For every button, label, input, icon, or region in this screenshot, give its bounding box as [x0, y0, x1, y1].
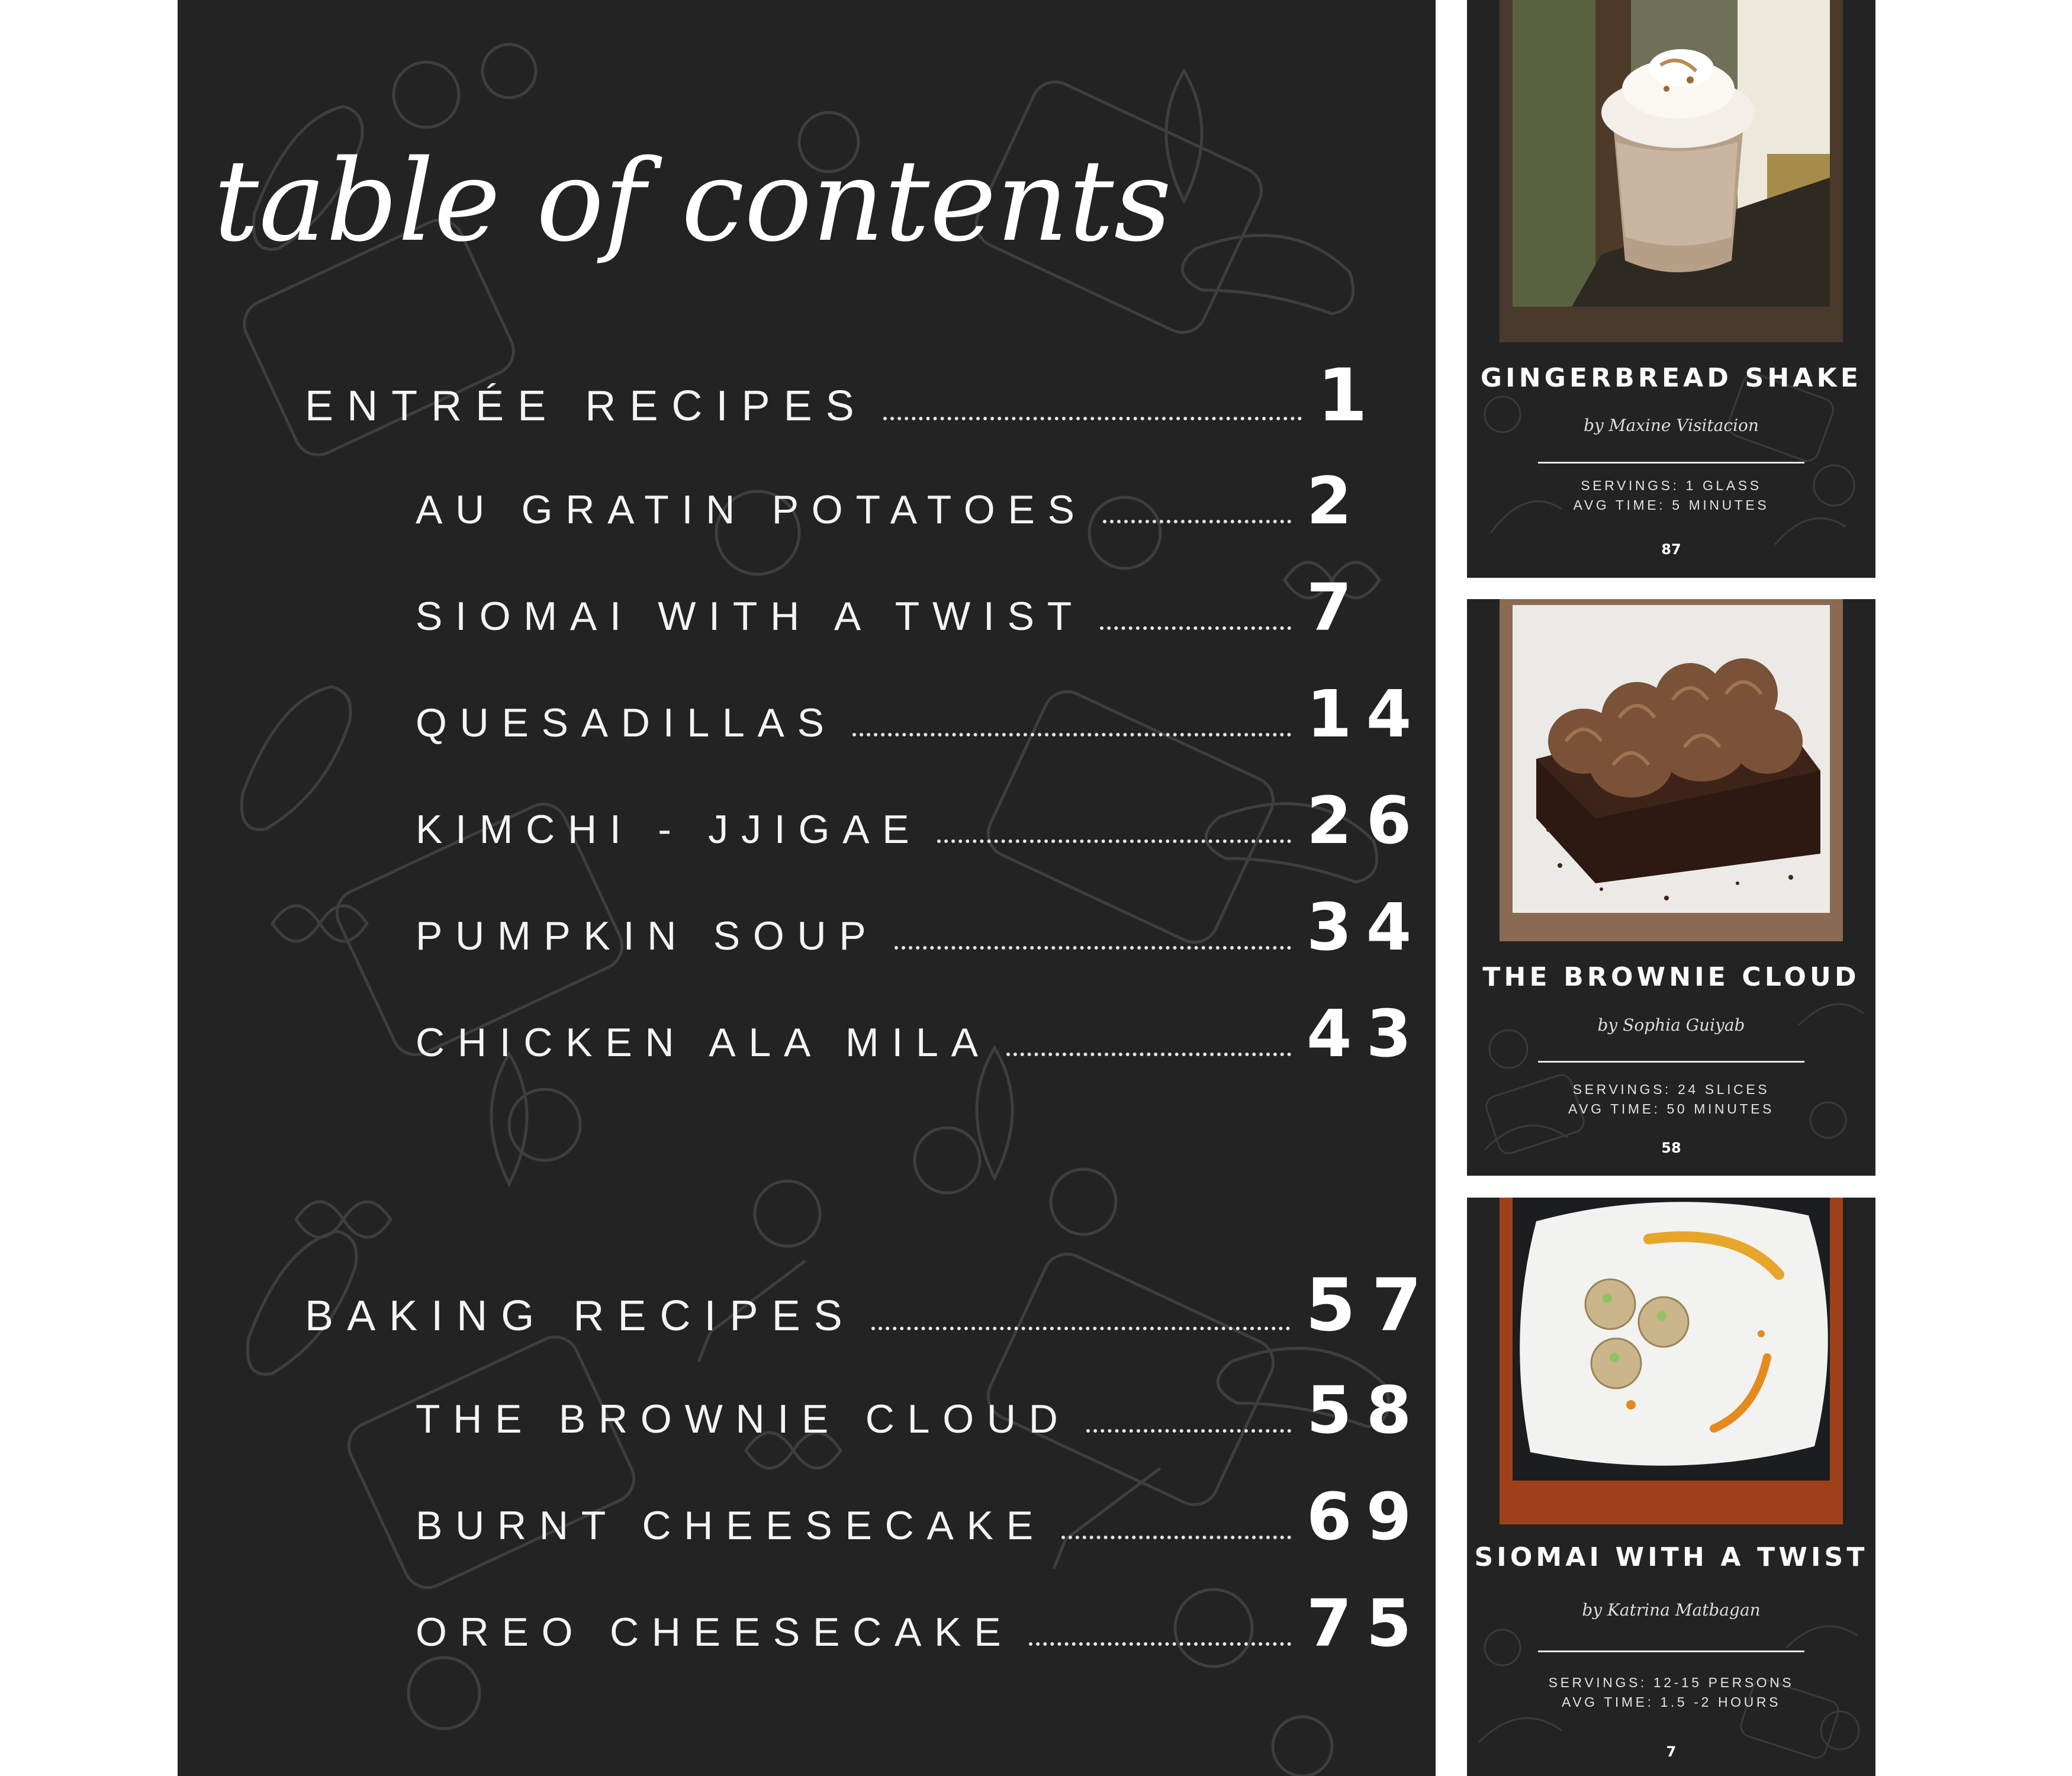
toc-item[interactable]: [416, 463, 1416, 539]
toc-item-label: THE BROWNIE CLOUD: [416, 1397, 1071, 1442]
toc-item[interactable]: [416, 996, 1426, 1072]
toc-page-number: 57: [1305, 1263, 1438, 1347]
toc-item[interactable]: [416, 570, 1416, 645]
recipe-card-brownie-cloud[interactable]: [1467, 599, 1875, 1176]
card-title: SIOMAI WITH A TWIST: [1474, 1542, 1868, 1572]
toc-leader-dots: [937, 839, 1291, 843]
recipe-card-siomai-with-a-twist[interactable]: [1467, 1198, 1875, 1776]
card-servings: SERVINGS: 1 GLASS: [1581, 478, 1762, 493]
toc-item-label: PUMPKIN SOUP: [416, 913, 879, 958]
toc-item-label: QUESADILLAS: [416, 700, 837, 745]
toc-title-text: table of contents: [213, 136, 1172, 266]
toc-leader-dots: [1103, 520, 1291, 523]
toc-section-baking[interactable]: [305, 1263, 1438, 1347]
toc-leader-dots: [871, 1327, 1290, 1330]
toc-page-number: 2: [1307, 463, 1366, 539]
toc-leader-dots: [1029, 1642, 1291, 1646]
toc-page-number: 58: [1307, 1372, 1426, 1448]
card-servings: SERVINGS: 12-15 PERSONS: [1548, 1675, 1794, 1690]
toc-leader-dots: [1086, 1429, 1291, 1433]
brownie-cloud-image: [1513, 605, 1830, 913]
toc-section-entree[interactable]: [305, 353, 1418, 437]
toc-leader-dots: [883, 417, 1302, 420]
toc-section-label: ENTRÉE RECIPES: [305, 382, 868, 430]
card-page-number: 7: [1666, 1743, 1677, 1760]
toc-item[interactable]: [416, 676, 1426, 752]
card-divider: [1538, 462, 1804, 464]
card-page-number: 87: [1661, 541, 1681, 558]
siomai-image: [1513, 1198, 1830, 1481]
toc-item[interactable]: [416, 1585, 1426, 1661]
card-author: by Maxine Visitacion: [1584, 416, 1759, 435]
toc-item[interactable]: [416, 1479, 1426, 1555]
card-author: by Katrina Matbagan: [1582, 1600, 1761, 1620]
toc-item-label: SIOMAI WITH A TWIST: [416, 594, 1085, 639]
toc-item-label: BURNT CHEESECAKE: [416, 1503, 1046, 1548]
photo-frame: [1500, 1198, 1843, 1524]
toc-page-number: 43: [1307, 996, 1426, 1072]
toc-page-number: 7: [1307, 570, 1366, 645]
toc-item-label: OREO CHEESECAKE: [416, 1610, 1014, 1655]
photo-frame: [1500, 0, 1843, 342]
toc-page-number: 69: [1307, 1479, 1426, 1555]
card-title: GINGERBREAD SHAKE: [1480, 363, 1862, 393]
toc-item[interactable]: [416, 783, 1426, 858]
toc-page-number: 26: [1307, 783, 1426, 858]
toc-title-svg: [213, 101, 1172, 337]
toc-leader-dots: [1006, 1053, 1291, 1056]
toc-page-number: 34: [1307, 889, 1426, 965]
toc-leader-dots: [852, 733, 1291, 736]
brownie-cloud-photo: [1513, 605, 1830, 913]
toc-leader-dots: [895, 946, 1291, 950]
card-avg-time: AVG TIME: 5 MINUTES: [1573, 497, 1769, 513]
toc-leader-dots: [1061, 1536, 1291, 1539]
siomai-photo: [1513, 1198, 1830, 1481]
toc-title: [213, 101, 1172, 337]
toc-page-number: 75: [1307, 1585, 1426, 1661]
gingerbread-shake-photo: [1513, 0, 1830, 307]
card-divider: [1538, 1061, 1804, 1063]
card-servings: SERVINGS: 24 SLICES: [1572, 1082, 1770, 1097]
toc-item-label: CHICKEN ALA MILA: [416, 1020, 991, 1065]
card-divider: [1538, 1650, 1804, 1652]
toc-page-number: 1: [1317, 353, 1384, 437]
toc-item[interactable]: [416, 1372, 1426, 1448]
card-page-number: 58: [1661, 1140, 1681, 1156]
toc-page-number: 14: [1307, 676, 1426, 752]
toc-section-label: BAKING RECIPES: [305, 1292, 856, 1340]
photo-frame: [1500, 599, 1843, 941]
toc-page: [178, 0, 1436, 1776]
toc-item-label: AU GRATIN POTATOES: [416, 487, 1088, 532]
toc-leader-dots: [1100, 626, 1291, 630]
card-author: by Sophia Guiyab: [1597, 1015, 1745, 1035]
gingerbread-shake-image: [1513, 0, 1830, 307]
recipe-card-gingerbread-shake[interactable]: [1467, 0, 1875, 578]
toc-item-label: KIMCHI - JJIGAE: [416, 807, 922, 852]
card-avg-time: AVG TIME: 1.5 -2 HOURS: [1561, 1694, 1781, 1710]
toc-item[interactable]: [416, 889, 1426, 965]
card-title: THE BROWNIE CLOUD: [1482, 962, 1860, 992]
card-avg-time: AVG TIME: 50 MINUTES: [1568, 1101, 1775, 1117]
